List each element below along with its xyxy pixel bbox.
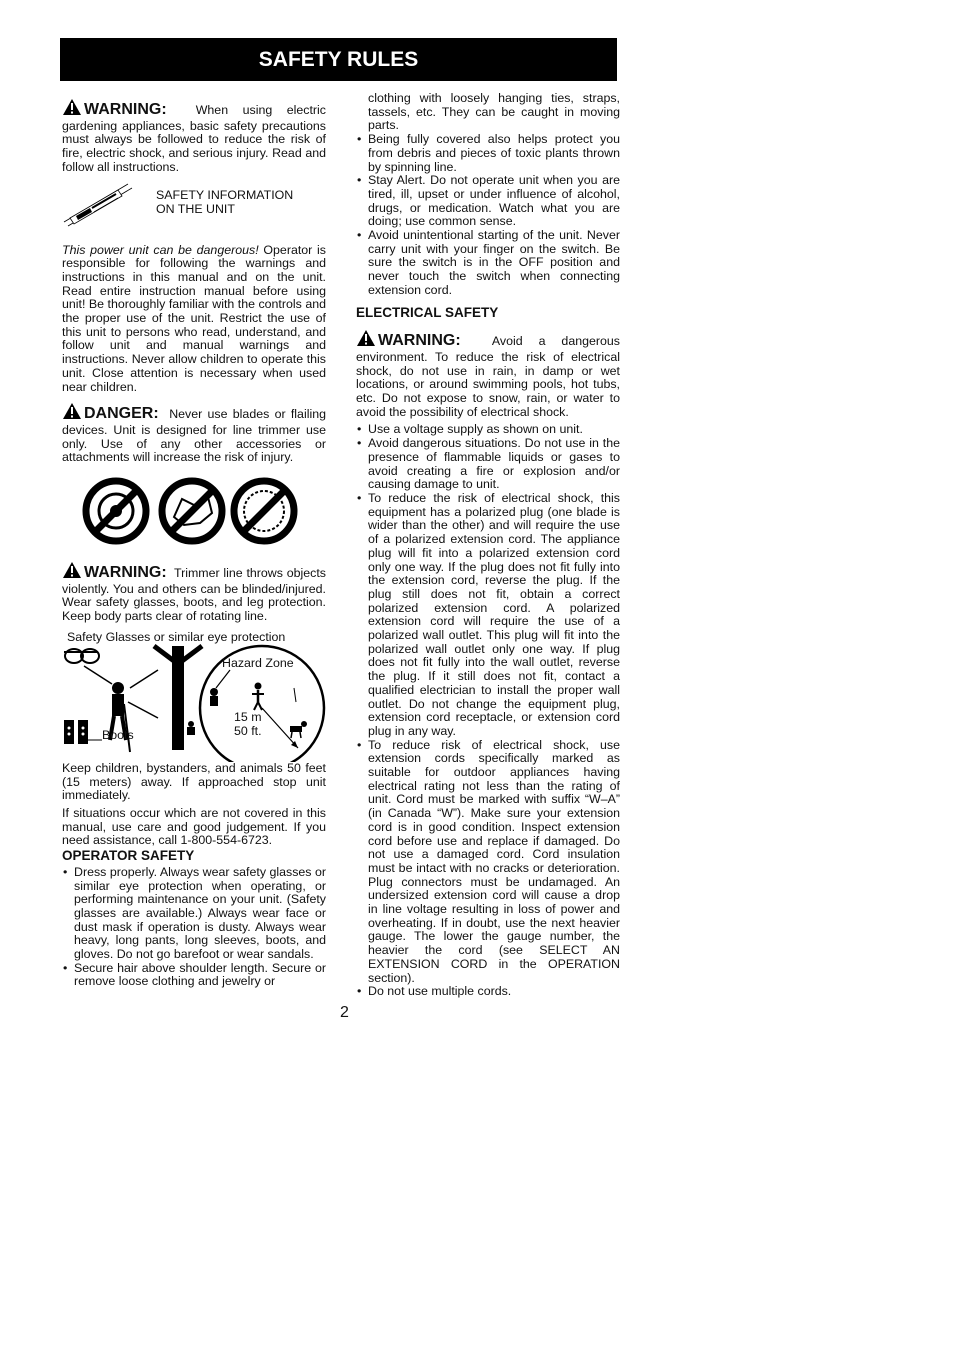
decal-caption-1: SAFETY INFORMATION [156, 187, 294, 202]
keep-away-paragraph: Keep children, bystanders, and animals 50 feet (15 meters) away. If approached stop unit immediately. [62, 760, 326, 803]
hazard-zone-figure [62, 628, 326, 762]
left-column [62, 92, 326, 989]
child-icon [210, 688, 218, 706]
list-item: • Dress properly. Always wear safety glasses or similar eye protection when operating, or performing maintenance on your unit. (Safety glasses are available.) Always wear face or dust mask if operation is dusty. Always wear heavy, long pants, long sleeves, boots, and gloves. Do not go barefoot or wear sandals. [62, 866, 326, 962]
no-blade-icon-1 [86, 481, 146, 541]
warning-label: WARNING: [84, 101, 167, 118]
operator-safety-heading: OPERATOR SAFETY [62, 848, 195, 864]
operator-safety-list [62, 866, 326, 989]
continuation-paragraph: clothing with loosely hanging ties, straps, tassels, etc. They can be caught in moving parts. [368, 91, 620, 133]
hazard-zone-label: Hazard Zone [222, 655, 294, 670]
no-blade-icon-2 [162, 481, 222, 541]
right-column [356, 92, 620, 999]
prohibited-blades-figure [62, 473, 326, 553]
list-item: • To reduce the risk of electrical shock, this equipment has a polarized plug (one blade is wider than the other) and will require the use of a polarized extension cord. The appliance plug will fit into a polarized extension cord only one way. If the plug does not fit fully into the extension cord, reverse the plug. If the plug still does not fit, obtain a correct polarized extension cord. A polarized extension cord will require the use of a polarized wall outlet. This plug will fit into the polarized wall outlet only one way. If plug does not fit fully into the wall outlet, reverse the plug. If it still does not fit, contact a qualified electrician to install the proper wall outlet. Do not change the equipment plug, extension cord receptacle, or extension cord plug in any way. [356, 492, 620, 739]
list-item: • Secure hair above shoulder length. Secure or remove loose clothing and jewelry or [62, 962, 326, 989]
list-item: • Avoid dangerous situations. Do not use in the presence of flammable liquids or gases to avoid creating a fire or explosion and/or causing damage to unit. [356, 437, 620, 492]
warning-text: When using electric gardening appliances, basic safety precautions must always be followed to reduce the risk of fire, electric shock, and serious injury. Read and follow all instructions. [62, 103, 327, 174]
warning-text: Avoid a dangerous environment. To reduce the risk of electrical shock, do not use in rain, in damp or wet locations, or around swimming pools, hot tubs, etc. Do not expose to snow, rain, or water to avoid the possibility of electrical shock. [356, 334, 620, 419]
animal-icon [290, 721, 307, 738]
warning-label: WARNING: [378, 332, 461, 350]
situations-paragraph: If situations occur which are not covered in this manual, use care and good judgement. If you need assistance, call 1-800-554-6723. [62, 805, 326, 848]
list-item: • Stay Alert. Do not operate unit when you are tired, ill, upset or under influence of alcohol, drugs, or medication. Watch what you are doing; use common sense. [356, 174, 620, 229]
no-blade-icon-3 [234, 481, 294, 541]
warning-triangle-icon [62, 98, 82, 120]
page-title: SAFETY RULES [60, 38, 617, 81]
list-item: • Avoid unintentional starting of the unit. Never carry unit with your finger on the switch. Be sure the switch is in the OFF position and never touch the switch when connecting extension cord. [356, 229, 620, 298]
list-item: • Use a voltage supply as shown on unit. [356, 423, 620, 437]
warning-triangle-icon [356, 329, 376, 351]
decal-block [62, 178, 326, 244]
list-item: • To reduce risk of electrical shock, use extension cords specifically marked as suitable for outdoor appliances having electrical rating not less than the rating of unit. Cord must be marked with suffix “W–A” (in Canada “W”). Make sure your extension cord is in good condition. Inspect extension cord before use and replace if damaged. Do not use a damaged cord. Cord insulation must be intact with no cracks or deterioration. Plug connectors must be undamaged. An undersized extension cord will cause a drop in line voltage resulting in loss of power and overheating. If in doubt, use the next heavier gauge. The lower the gauge number, the heavier the cord (see SELECT AN EXTENSION CORD in the OPERATION section). [356, 739, 620, 986]
electrical-safety-list [356, 423, 620, 999]
danger-paragraph [62, 402, 326, 465]
electrical-safety-heading: ELECTRICAL SAFETY [356, 304, 499, 320]
warning-triangle-icon [62, 561, 82, 583]
intro-text: Operator is responsible for following the warnings and instructions in this manual and on the unit. Read entire instruction manual before using unit! Be thoroughly familiar with the controls and the proper use of the unit. Restrict the use of this unit to persons who read, understand, and follow unit and manual warnings and instructions. Never allow children to operate this unit. Close attention is necessary when used near children. [62, 242, 327, 394]
distance-label-ft: 50 ft. [234, 723, 262, 738]
operator-safety-list-cont [356, 133, 620, 297]
danger-label: DANGER: [84, 405, 159, 423]
danger-text: Never use blades or flailing devices. Unit is designed for line trimmer use only. Use of any other accessories or attachments will increase the risk of injury. [62, 407, 326, 465]
small-child-icon [187, 721, 195, 735]
decal-caption-2: ON THE UNIT [156, 201, 235, 216]
distance-label-m: 15 m [234, 709, 262, 724]
boots-label: Boots [102, 727, 134, 742]
glasses-caption: Safety Glasses or similar eye protection [67, 629, 286, 644]
safety-decal-icon [62, 178, 134, 228]
warning-text: Trimmer line throws objects violently. You and others can be blinded/injured. Wear safety glasses, boots, and leg protection. Keep body parts clear of rotating line. [62, 566, 326, 624]
safety-glasses-icon [64, 649, 99, 663]
warning-triangle-icon [62, 402, 82, 424]
page-number: 2 [340, 1004, 349, 1021]
list-item: • Being fully covered also helps protect you from debris and pieces of toxic plants thrown by spinning line. [356, 133, 620, 174]
intro-italic: This power unit can be dangerous! [62, 242, 259, 257]
warning-paragraph-3 [356, 329, 620, 419]
warning-paragraph-1 [62, 98, 326, 175]
list-item: • Do not use multiple cords. [356, 985, 620, 999]
intro-paragraph [62, 244, 326, 395]
warning-paragraph-2 [62, 561, 326, 624]
warning-label: WARNING: [84, 564, 167, 582]
bystander-icon [252, 682, 264, 710]
boots-icon [64, 720, 88, 744]
